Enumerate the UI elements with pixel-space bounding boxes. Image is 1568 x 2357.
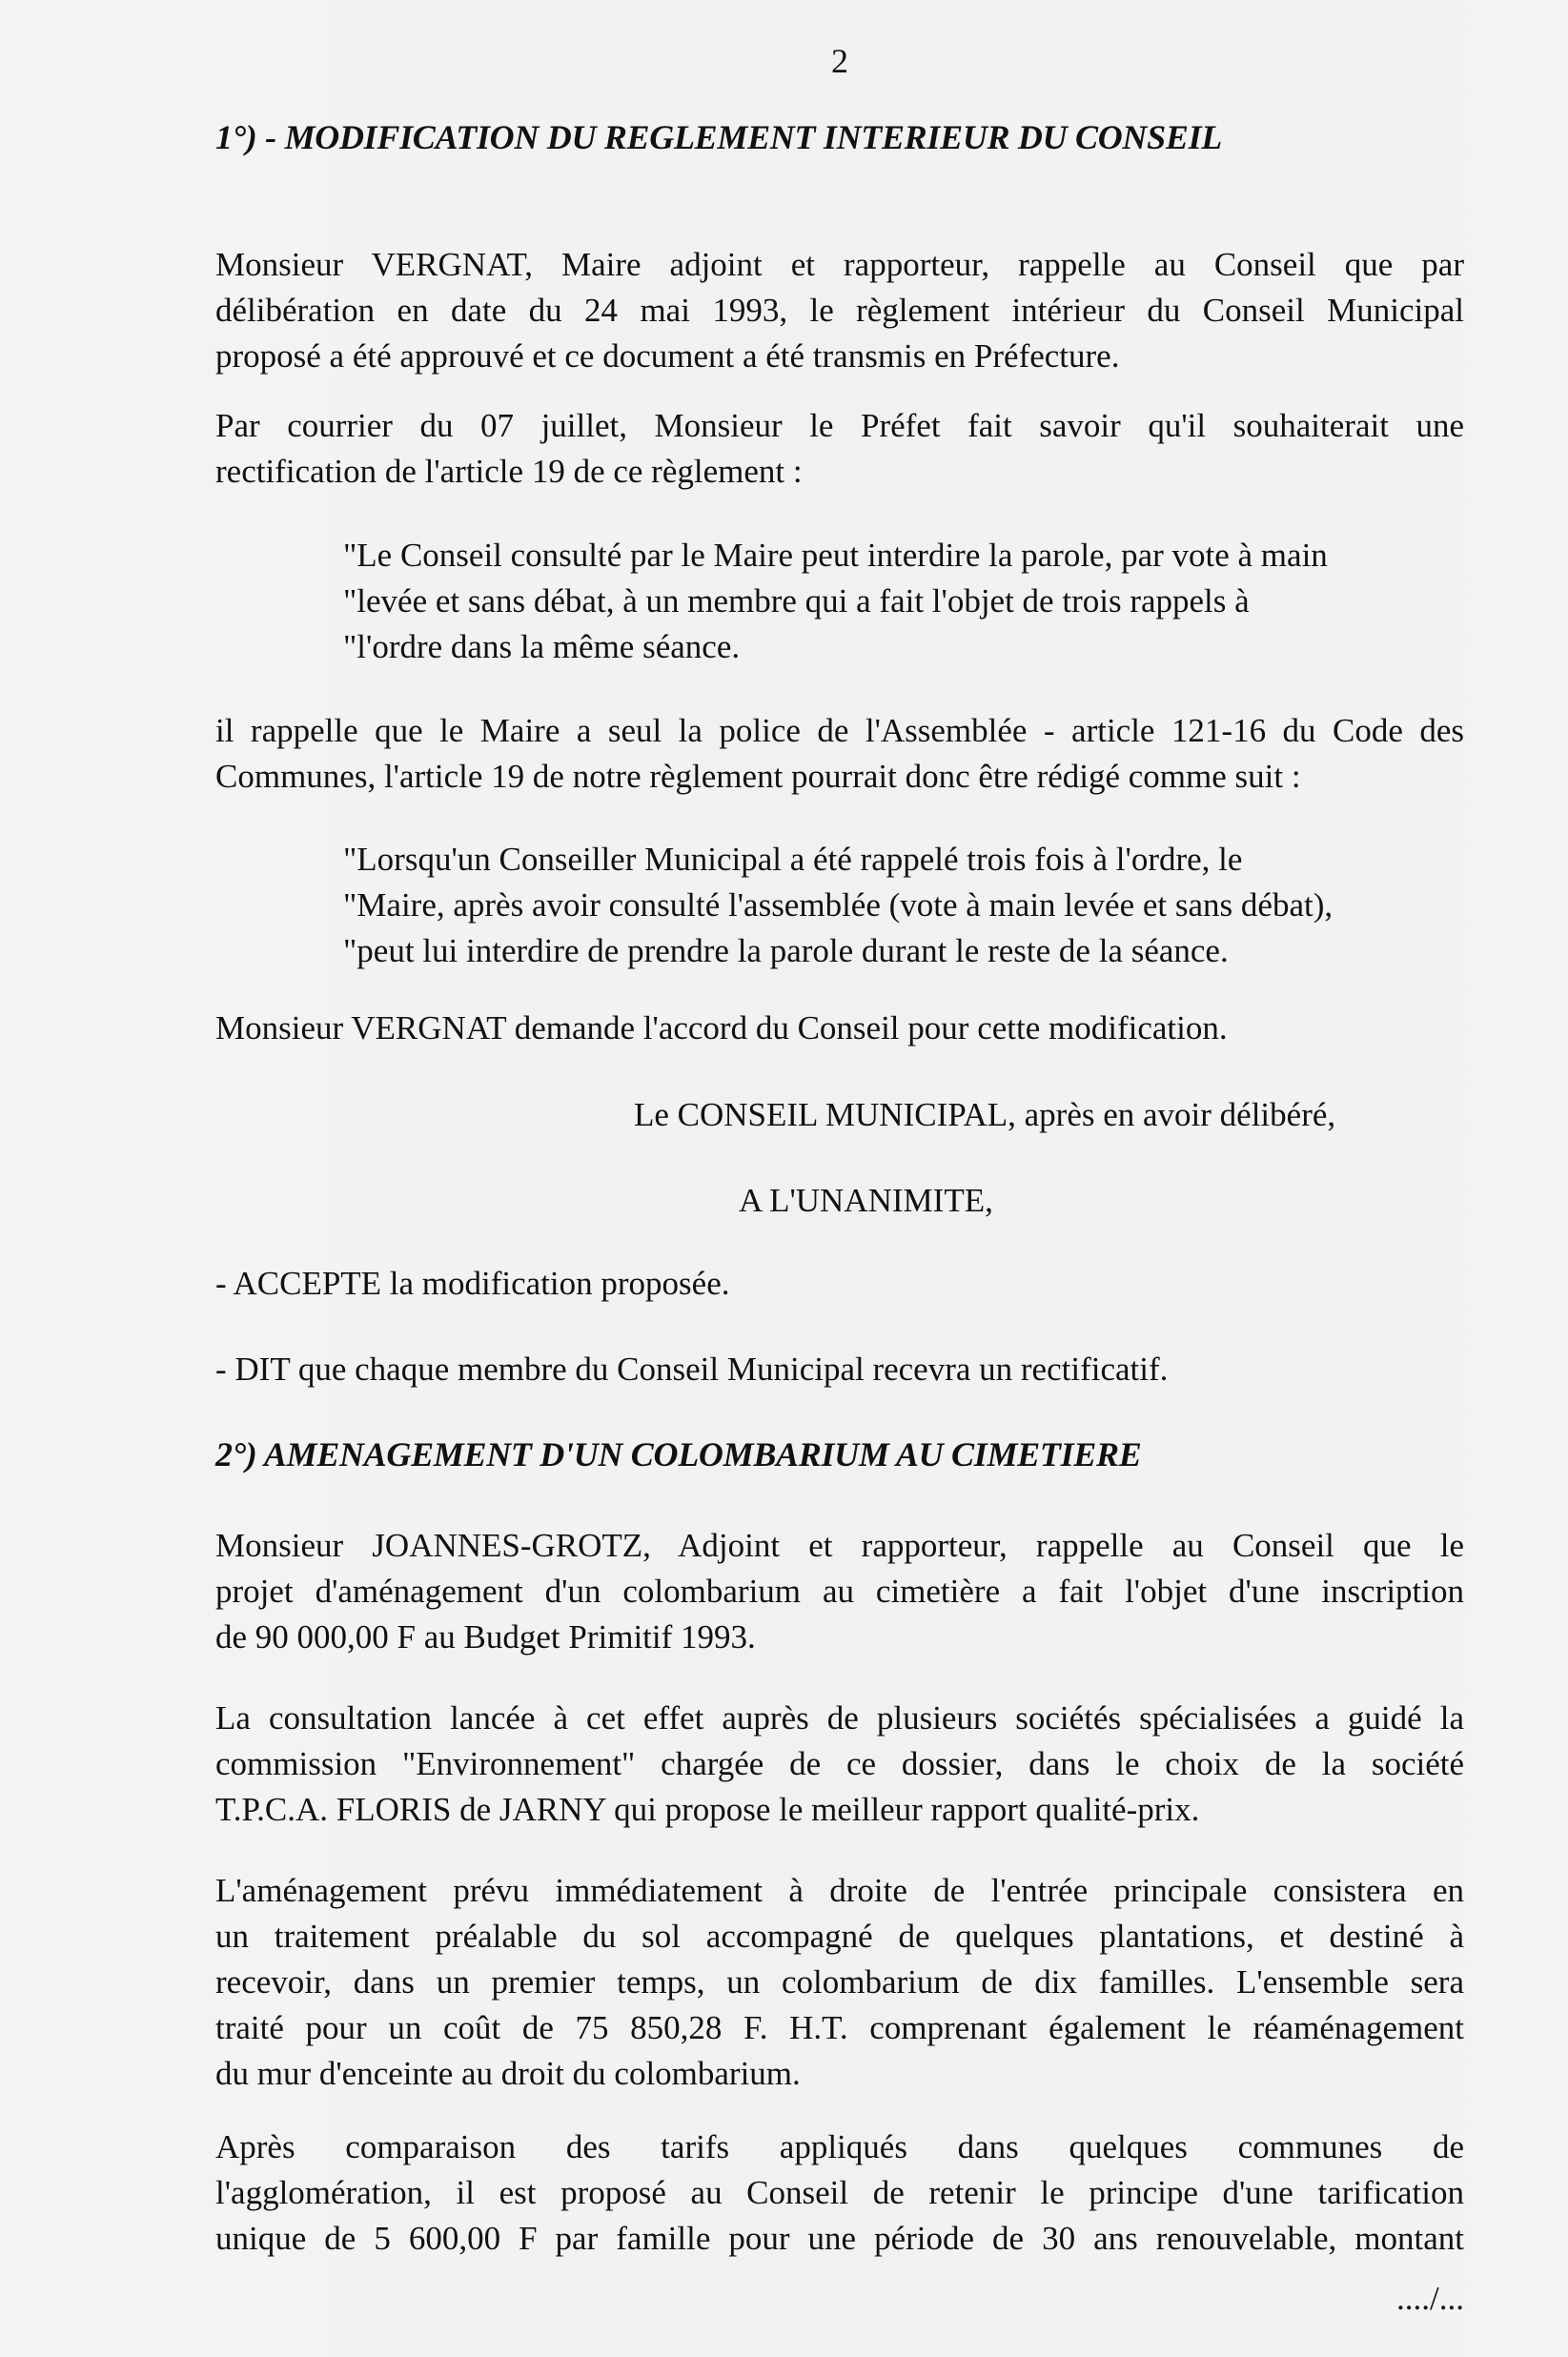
quote-line: "Lorsqu'un Conseiller Municipal a été rappelé trois fois à l'ordre, le	[343, 841, 1243, 878]
text-line: traité pour un coût de 75 850,28 F. H.T. comprenant également le réaménagement	[215, 2009, 1464, 2046]
text-line: T.P.C.A. FLORIS de JARNY qui propose le meilleur rapport qualité-prix.	[215, 1791, 1200, 1828]
quote-line: "Le Conseil consulté par le Maire peut interdire la parole, par vote à main	[343, 537, 1328, 574]
text-line: commission "Environnement" chargée de ce dossier, dans le choix de la société	[215, 1745, 1464, 1782]
continuation-mark: ..../...	[1396, 2280, 1464, 2317]
section-1-heading: 1°) - MODIFICATION DU REGLEMENT INTERIEUR DU CONSEIL	[215, 118, 1222, 156]
section-2-heading: 2°) AMENAGEMENT D'UN COLOMBARIUM AU CIMETIERE	[215, 1435, 1142, 1473]
vote-result: A L'UNANIMITE,	[739, 1182, 993, 1219]
text-line: rectification de l'article 19 de ce règlement :	[215, 453, 803, 490]
text-line: du mur d'enceinte au droit du colombarium.	[215, 2055, 801, 2092]
text-line: proposé a été approuvé et ce document a été transmis en Préfecture.	[215, 337, 1120, 375]
text-line: de 90 000,00 F au Budget Primitif 1993.	[215, 1618, 756, 1656]
quote-article-19-prefet	[343, 533, 1468, 670]
text-line: l'agglomération, il est proposé au Conseil de retenir le principe d'une tarification	[215, 2174, 1464, 2211]
quote-line: "levée et sans débat, à un membre qui a fait l'objet de trois rappels à	[343, 582, 1250, 620]
quote-article-19-proposal	[343, 837, 1468, 974]
section-1-paragraph-2	[215, 403, 1464, 495]
text-line: La consultation lancée à cet effet auprès de plusieurs sociétés spécialisées a guidé la	[215, 1699, 1464, 1737]
decision-accept: - ACCEPTE la modification proposée.	[215, 1265, 730, 1302]
text-line: il rappelle que le Maire a seul la police de l'Assemblée - article 121-16 du Code des	[215, 712, 1464, 749]
section-1-paragraph-3	[215, 708, 1464, 800]
section-2-paragraph-2	[215, 1696, 1464, 1833]
text-line: recevoir, dans un premier temps, un colombarium de dix familles. L'ensemble sera	[215, 1963, 1464, 2001]
section-1-paragraph-1	[215, 242, 1464, 379]
text-line: projet d'aménagement d'un colombarium au cimetière a fait l'objet d'une inscription	[215, 1573, 1464, 1610]
text-line: un traitement préalable du sol accompagné de quelques plantations, et destiné à	[215, 1918, 1464, 1955]
text-line: Après comparaison des tarifs appliqués dans quelques communes de	[215, 2128, 1464, 2165]
text-line: L'aménagement prévu immédiatement à droite de l'entrée principale consistera en	[215, 1872, 1464, 1909]
section-2-paragraph-3	[215, 1868, 1464, 2097]
section-2-paragraph-1	[215, 1523, 1464, 1660]
text-line: unique de 5 600,00 F par famille pour une période de 30 ans renouvelable, montant	[215, 2220, 1464, 2257]
page-number: 2	[831, 42, 848, 80]
deliberation-line: Le CONSEIL MUNICIPAL, après en avoir délibéré,	[634, 1096, 1336, 1133]
section-1-paragraph-4: Monsieur VERGNAT demande l'accord du Conseil pour cette modification.	[215, 1009, 1228, 1046]
text-line: Par courrier du 07 juillet, Monsieur le Préfet fait savoir qu'il souhaiterait une	[215, 407, 1464, 444]
quote-line: "l'ordre dans la même séance.	[343, 628, 741, 665]
text-line: Monsieur JOANNES-GROTZ, Adjoint et rapporteur, rappelle au Conseil que le	[215, 1527, 1464, 1564]
section-2-paragraph-4	[215, 2124, 1464, 2262]
text-line: Monsieur VERGNAT, Maire adjoint et rapporteur, rappelle au Conseil que par	[215, 246, 1464, 283]
quote-line: "peut lui interdire de prendre la parole durant le reste de la séance.	[343, 932, 1229, 969]
text-line: Communes, l'article 19 de notre règlement pourrait donc être rédigé comme suit :	[215, 758, 1301, 795]
quote-line: "Maire, après avoir consulté l'assemblée (vote à main levée et sans débat),	[343, 886, 1334, 924]
decision-rectificatif: - DIT que chaque membre du Conseil Municipal recevra un rectificatif.	[215, 1351, 1169, 1388]
text-line: délibération en date du 24 mai 1993, le règlement intérieur du Conseil Municipal	[215, 292, 1464, 329]
